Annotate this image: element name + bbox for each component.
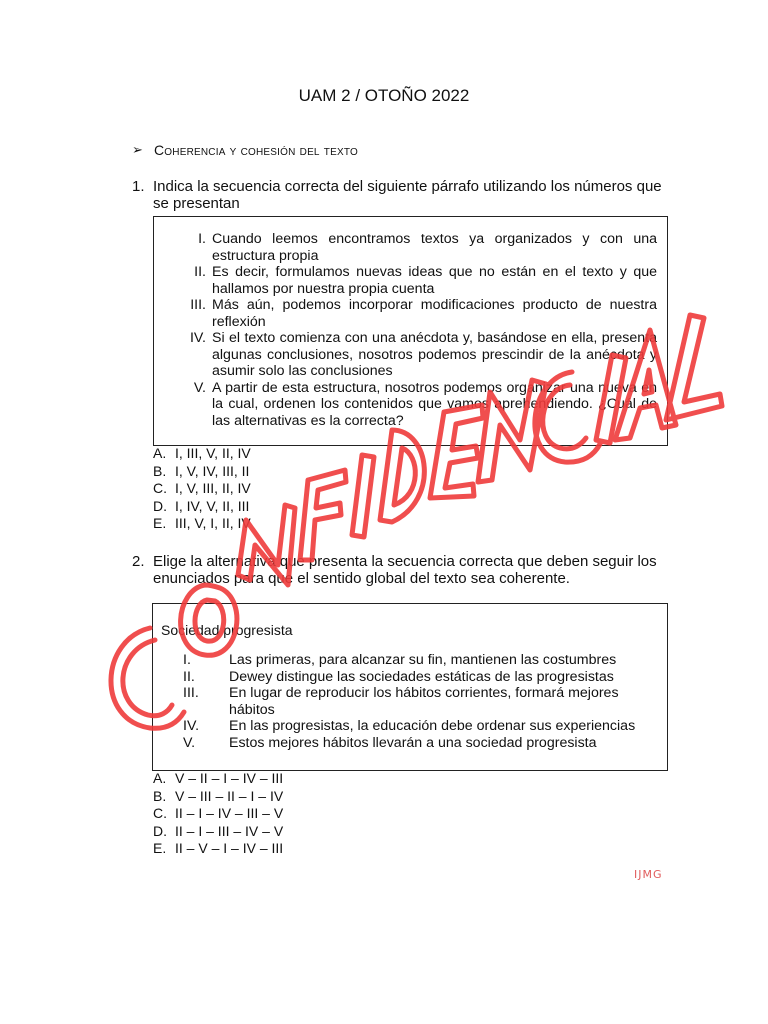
roman-numeral: III.	[183, 685, 199, 701]
question-prompt: Indica la secuencia correcta del siguiente párrafo utilizando los números que se presentan	[153, 178, 662, 212]
question-1-box	[153, 216, 668, 446]
option-letter: E.	[153, 840, 167, 856]
item-text: Más aún, podemos incorporar modificaciones producto de nuestra reflexión	[212, 297, 657, 330]
list-item	[168, 330, 657, 380]
answer-option-a[interactable]	[153, 445, 251, 463]
question-1-options	[153, 445, 251, 533]
roman-numeral: II.	[194, 264, 206, 280]
option-text: V – III – II – I – IV	[175, 787, 284, 804]
question-2	[132, 553, 672, 587]
item-text: Las primeras, para alcanzar su fin, mantienen las costumbres	[229, 652, 617, 668]
question-2-box	[152, 603, 668, 771]
roman-numeral: IV.	[189, 330, 206, 346]
item-text: A partir de esta estructura, nosotros podemos organizar una nueva en la cual, ordenen los contenidos que vamos aprehendiendo. ¿Cuál de las alternativas es la correcta?	[212, 379, 657, 429]
list-item	[168, 264, 657, 297]
item-text: En lugar de reproducir los hábitos corrientes, formará mejores hábitos	[229, 685, 619, 718]
list-item	[161, 685, 659, 718]
roman-numeral: I.	[198, 231, 206, 247]
option-letter: C.	[153, 480, 167, 496]
item-text: Estos mejores hábitos llevarán a una sociedad progresista	[229, 734, 597, 751]
option-text: I, V, III, II, IV	[175, 480, 251, 496]
option-text: I, III, V, II, IV	[175, 445, 251, 461]
option-text: II – V – I – IV – III	[175, 840, 284, 856]
option-letter: D.	[153, 822, 167, 839]
option-letter: D.	[153, 497, 167, 514]
box-title: Sociedad progresista	[161, 622, 293, 638]
option-letter: A.	[153, 770, 167, 786]
signature-initials: IJMG	[634, 868, 663, 881]
section-title: Coherencia y cohesión del texto	[154, 142, 358, 158]
arrow-bullet-icon: ➢	[132, 142, 143, 157]
page-title: UAM 2 / OTOÑO 2022	[298, 86, 470, 105]
roman-numeral: V.	[193, 379, 206, 396]
question-1	[132, 178, 672, 212]
answer-option-a[interactable]	[153, 770, 283, 788]
roman-numeral: II.	[183, 668, 195, 685]
option-letter: A.	[153, 445, 167, 461]
question-prompt: Elige la alternativa que presenta la secuencia correcta que deben seguir los enunciados para que el sentido global del texto sea coherente.	[153, 553, 657, 587]
roman-numeral: V.	[183, 734, 196, 751]
option-letter: B.	[153, 787, 167, 804]
option-letter: C.	[153, 805, 167, 821]
list-item	[168, 380, 657, 430]
option-text: I, IV, V, II, III	[175, 497, 250, 514]
answer-option-e[interactable]	[153, 515, 251, 533]
option-text: II – I – IV – III – V	[175, 805, 284, 821]
option-letter: B.	[153, 462, 167, 479]
answer-option-b[interactable]	[153, 463, 251, 481]
roman-numeral: IV.	[183, 718, 200, 734]
list-item	[161, 669, 659, 686]
answer-option-d[interactable]	[153, 823, 283, 841]
section-heading	[132, 142, 358, 158]
answer-option-e[interactable]	[153, 840, 283, 858]
question-number: 2.	[132, 553, 145, 570]
list-item	[168, 297, 657, 330]
roman-numeral: I.	[183, 652, 191, 668]
item-text: Cuando leemos encontramos textos ya organizados y con una estructura propia	[212, 231, 657, 264]
list-item	[161, 735, 659, 752]
answer-option-c[interactable]	[153, 480, 251, 498]
option-letter: E.	[153, 515, 167, 531]
option-text: V – II – I – IV – III	[175, 770, 284, 786]
roman-numeral: III.	[190, 297, 206, 313]
item-text: Es decir, formulamos nuevas ideas que no están en el texto y que hallamos por nuestra propia cuenta	[212, 264, 657, 297]
option-text: I, V, IV, III, II	[175, 462, 250, 479]
option-text: III, V, I, II, IV	[175, 515, 251, 531]
item-text: Dewey distingue las sociedades estáticas de las progresistas	[229, 668, 614, 685]
option-text: II – I – III – IV – V	[175, 822, 284, 839]
item-text: En las progresistas, la educación debe ordenar sus experiencias	[229, 718, 636, 734]
answer-option-c[interactable]	[153, 805, 283, 823]
question-2-options	[153, 770, 283, 858]
list-item	[168, 231, 657, 264]
list-item	[161, 652, 659, 669]
list-item	[161, 718, 659, 735]
question-number: 1.	[132, 178, 145, 195]
answer-option-b[interactable]	[153, 788, 283, 806]
item-text: Si el texto comienza con una anécdota y, basándose en ella, presenta algunas conclusiones, nosotros podemos prescindir de la anécdota y asumir solo las conclusiones	[212, 330, 657, 379]
answer-option-d[interactable]	[153, 498, 251, 516]
